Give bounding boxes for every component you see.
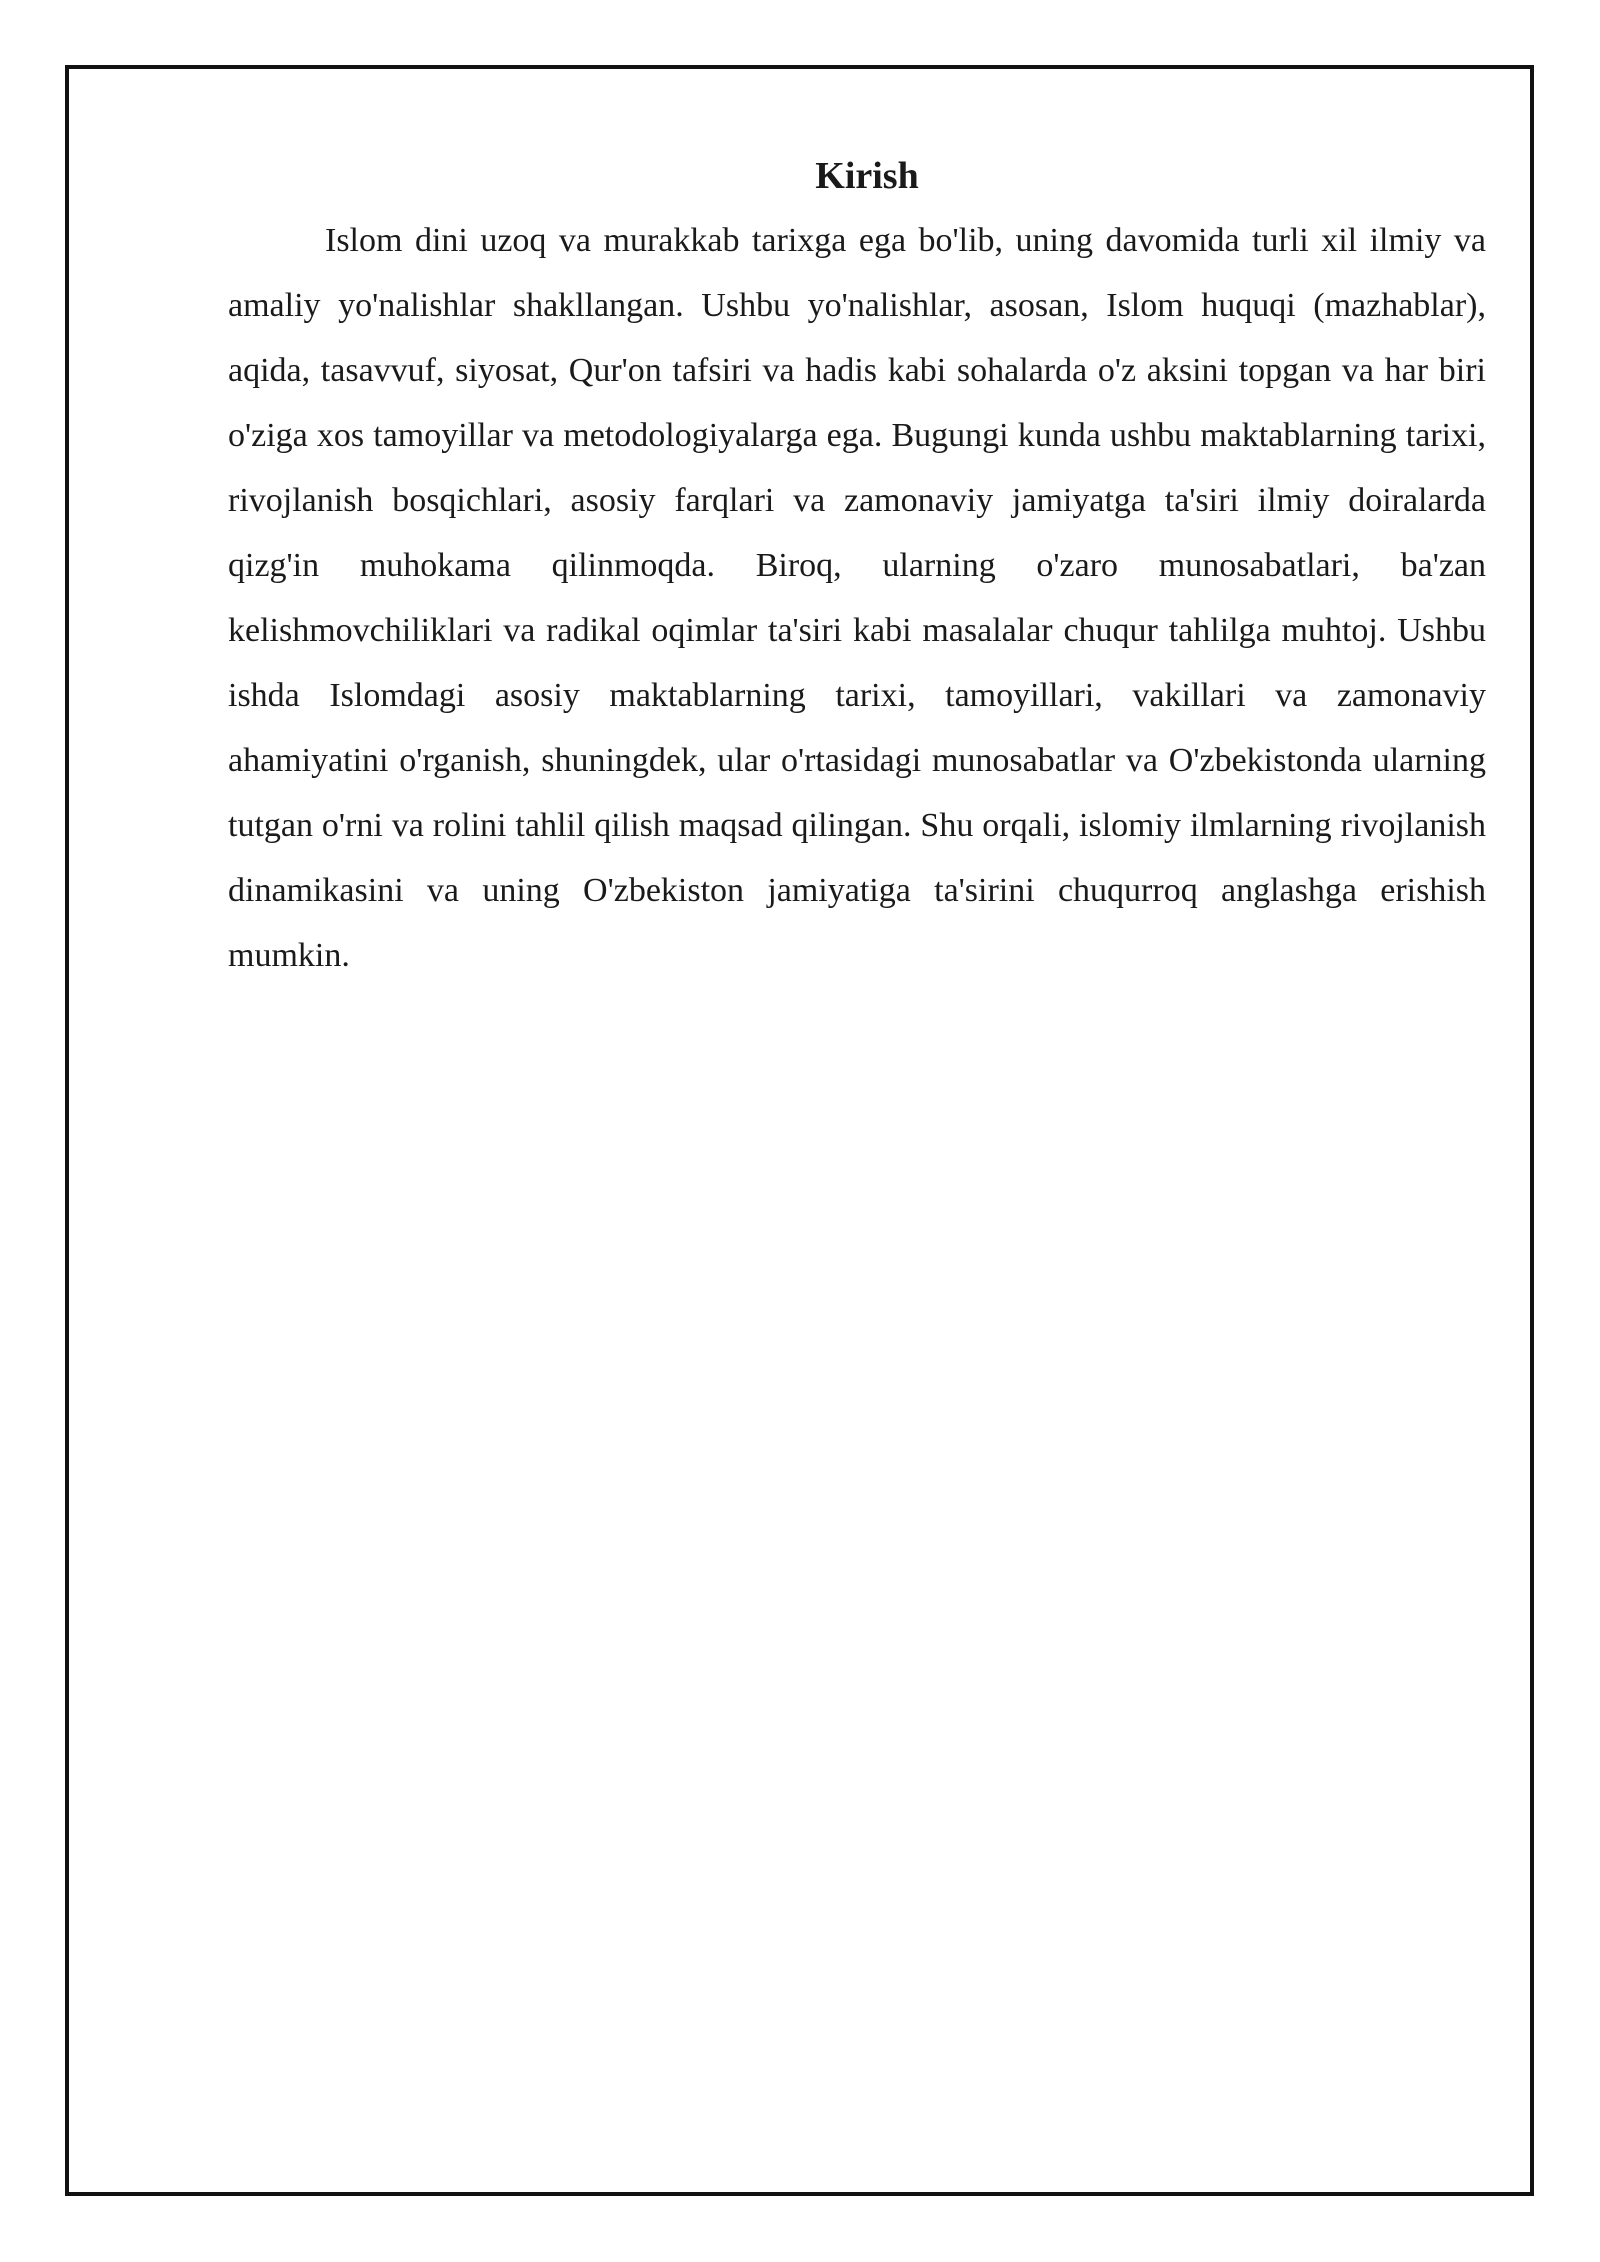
document-content [228,150,1486,988]
intro-paragraph: Islom dini uzoq va murakkab tarixga ega bo'lib, uning davomida turli xil ilmiy va amaliy yo'nalishlar shakllangan. Ushbu yo'nalishlar, asosan, Islom huquqi (mazhablar), aqida, tasavvuf, siyosat, Qur'on tafsiri va hadis kabi sohalarda o'z aksini topgan va har biri o'ziga xos tamoyillar va metodologiyalarga ega. Bugungi kunda ushbu maktablarning tarixi, rivojlanish bosqichlari, asosiy farqlari va zamonaviy jamiyatga ta'siri ilmiy doiralarda qizg'in muhokama qilinmoqda. Biroq, ularning o'zaro munosabatlari, ba'zan kelishmovchiliklari va radikal oqimlar ta'siri kabi masalalar chuqur tahlilga muhtoj. Ushbu ishda Islomdagi asosiy maktablarning tarixi, tamoyillari, vakillari va zamonaviy ahamiyatini o'rganish, shuningdek, ular o'rtasidagi munosabatlar va O'zbekistonda ularning tutgan o'rni va rolini tahlil qilish maqsad qilingan. Shu orqali, islomiy ilmlarning rivojlanish dinamikasini va uning O'zbekiston jamiyatiga ta'sirini chuqurroq anglashga erishish mumkin. [228,222,1486,974]
page-title: Kirish [815,155,919,197]
